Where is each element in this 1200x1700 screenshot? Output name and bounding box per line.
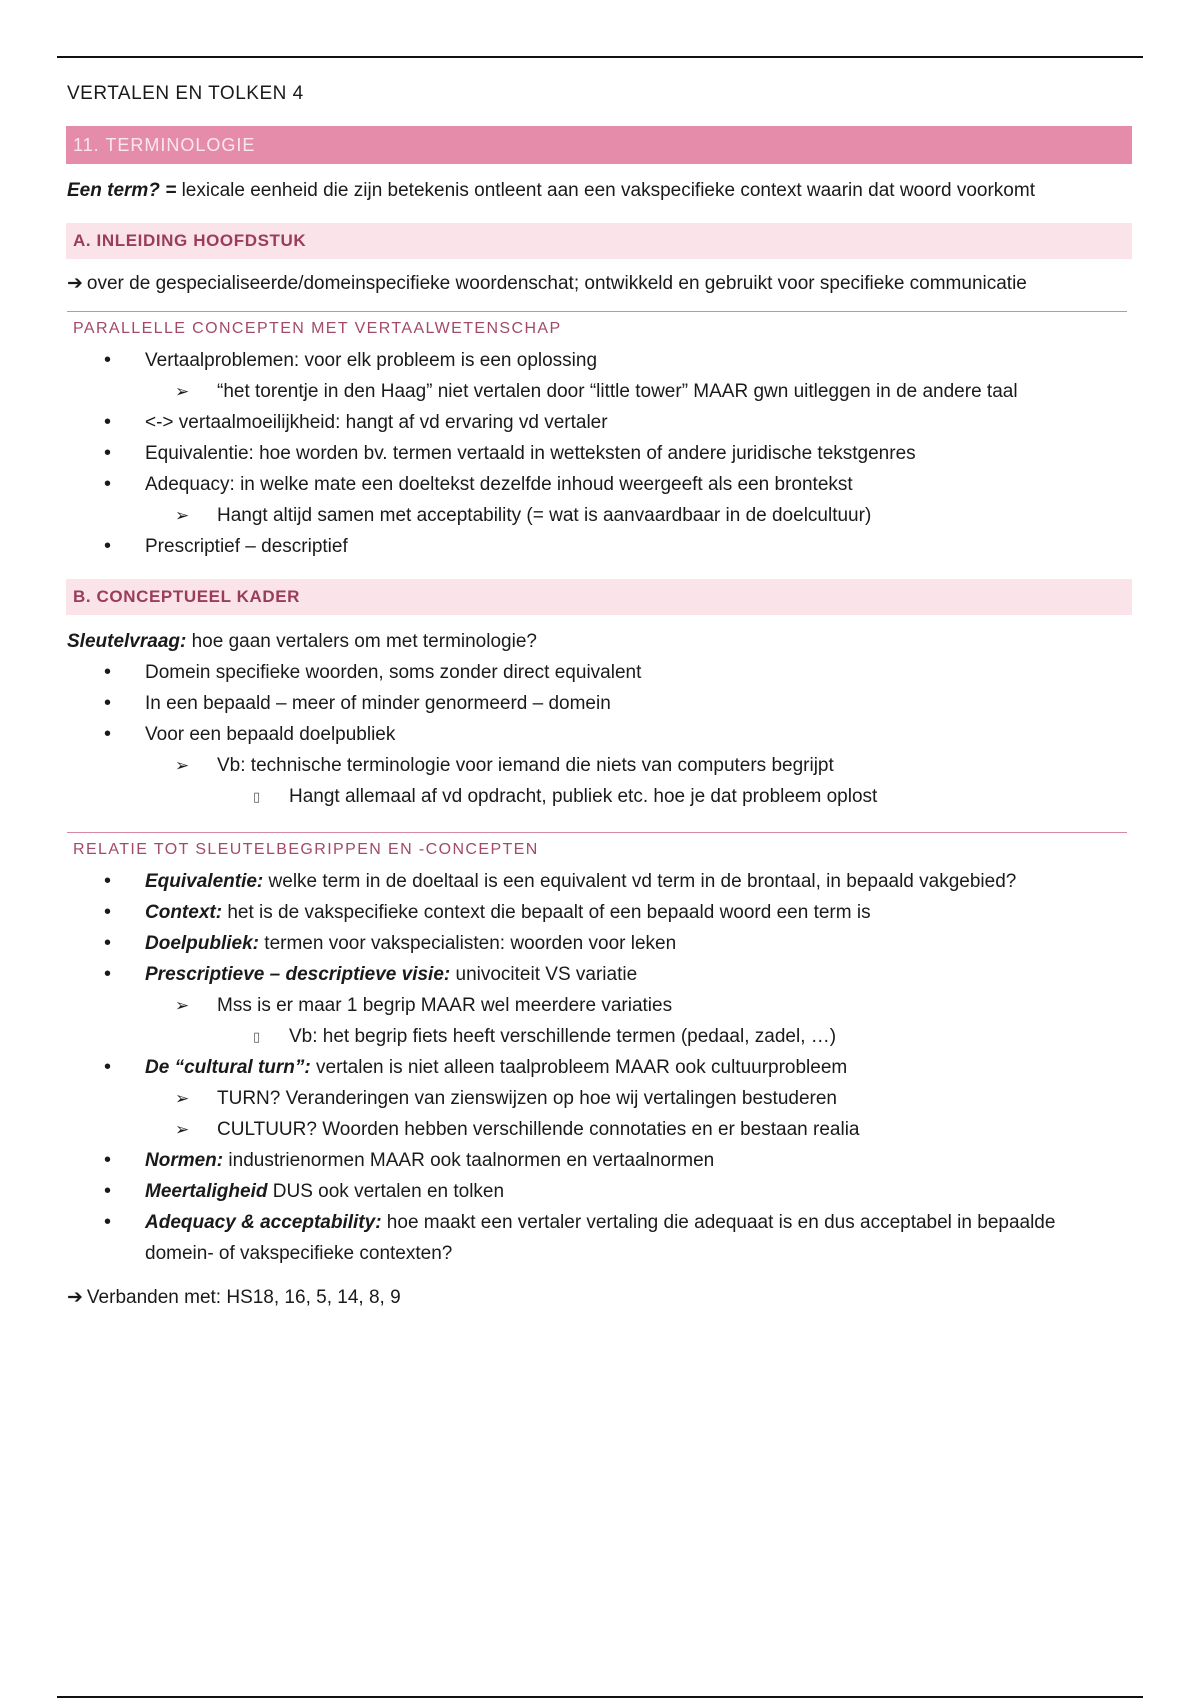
document-title: VERTALEN EN TOLKEN 4 [67,83,304,104]
list-subitem: ➢ CULTUUR? Woorden hebben verschillende connotaties en er bestaan realia [67,1114,1133,1145]
item-text: welke term in de doeltaal is een equivalent vd term in de brontaal, in bepaald vakgebied? [263,871,1017,892]
section-b-heading: B. CONCEPTUEEL KADER [66,579,1132,615]
item-label: De “cultural turn”: [145,1057,311,1078]
list-item [67,1176,1133,1207]
item-text: industrienormen MAAR ook taalnormen en vertaalnormen [223,1150,715,1171]
item-text: vertalen is niet alleen taalprobleem MAAR ook cultuurprobleem [310,1057,848,1078]
list-subitem: ➢ TURN? Veranderingen van zienswijzen op hoe wij vertalingen bestuderen [67,1083,1133,1114]
bottom-rule [57,1696,1143,1698]
conceptual-framework-list [67,657,1133,812]
term-definition [67,176,1133,206]
item-text: termen voor vakspecialisten: woorden voor leken [259,933,677,954]
item-text: univociteit VS variatie [450,964,638,985]
list-item: • Equivalentie: hoe worden bv. termen vertaald in wetteksten of andere juridische tekstgenres [67,438,1133,469]
item-text: DUS ook vertalen en tolken [267,1181,505,1202]
list-item [67,959,1133,990]
arrow-icon: ➔ [67,1287,83,1308]
item-label: Doelpubliek: [145,933,260,954]
definition-term: Een term? = [67,180,177,201]
list-subitem: ➢ Vb: technische terminologie voor iemand die niets van computers begrijpt [67,750,1133,781]
list-subitem: ➢ “het torentje in den Haag” niet vertalen door “little tower” MAAR gwn uitleggen in de andere taal [67,376,1133,407]
document-page [67,80,1133,1313]
relation-heading: RELATIE TOT SLEUTELBEGRIPPEN EN -CONCEPTEN [67,832,1127,866]
section-a-heading: A. INLEIDING HOOFDSTUK [66,223,1132,259]
list-item: • In een bepaald – meer of minder genormeerd – domein [67,688,1133,719]
list-subsubitem: ▯ Hangt allemaal af vd opdracht, publiek etc. hoe je dat probleem oplost [67,781,1133,812]
definition-text: lexicale eenheid die zijn betekenis ontleent aan een vakspecifieke context waarin dat woord voorkomt [176,180,1035,201]
list-item: • Voor een bepaald doelpubliek [67,719,1133,750]
list-subitem: ➢ Hangt altijd samen met acceptability (= wat is aanvaardbaar in de doelcultuur) [67,500,1133,531]
parallel-concepts-heading: PARALLELLE CONCEPTEN MET VERTAALWETENSCHAP [67,311,1127,345]
item-text: het is de vakspecifieke context die bepaalt of een bepaald woord een term is [222,902,871,923]
list-subitem: ➢ Mss is er maar 1 begrip MAAR wel meerdere variaties [67,990,1133,1021]
list-item [67,866,1133,897]
list-item [67,1052,1133,1083]
item-label: Adequacy & acceptability: [145,1212,382,1233]
item-label: Prescriptieve – descriptieve visie: [145,964,451,985]
arrow-icon: ➔ [67,273,83,294]
relation-list [67,866,1133,1269]
chapter-heading: 11. TERMINOLOGIE [66,126,1132,164]
item-label: Meertaligheid [145,1181,268,1202]
related-chapters-note [67,1283,1133,1313]
list-item: • Prescriptief – descriptief [67,531,1133,562]
list-item [67,897,1133,928]
list-item [67,928,1133,959]
item-label: Normen: [145,1150,224,1171]
section-a-intro [67,269,1133,299]
key-question [67,627,1133,657]
parallel-concepts-list [67,345,1133,562]
list-item [67,1207,1133,1269]
list-item: • Vertaalproblemen: voor elk probleem is een oplossing [67,345,1133,376]
list-item: • <-> vertaalmoeilijkheid: hangt af vd ervaring vd vertaler [67,407,1133,438]
list-item [67,1145,1133,1176]
section-a-text: over de gespecialiseerde/domeinspecifieke woordenschat; ontwikkeld en gebruikt voor specifieke communicatie [86,273,1027,294]
item-label: Equivalentie: [145,871,264,892]
key-question-text: hoe gaan vertalers om met terminologie? [186,631,537,652]
list-item: • Domein specifieke woorden, soms zonder direct equivalent [67,657,1133,688]
list-subsubitem: ▯ Vb: het begrip fiets heeft verschillende termen (pedaal, zadel, …) [67,1021,1133,1052]
item-text: hoe maakt een vertaler vertaling die adequaat is en dus acceptabel in bepaalde domein- of vakspecifieke contexten? [145,1212,1056,1264]
list-item: • Adequacy: in welke mate een doeltekst dezelfde inhoud weergeeft als een brontekst [67,469,1133,500]
related-chapters-text: Verbanden met: HS18, 16, 5, 14, 8, 9 [86,1287,401,1308]
item-label: Context: [145,902,223,923]
top-rule [57,56,1143,58]
key-question-label: Sleutelvraag: [67,631,187,652]
